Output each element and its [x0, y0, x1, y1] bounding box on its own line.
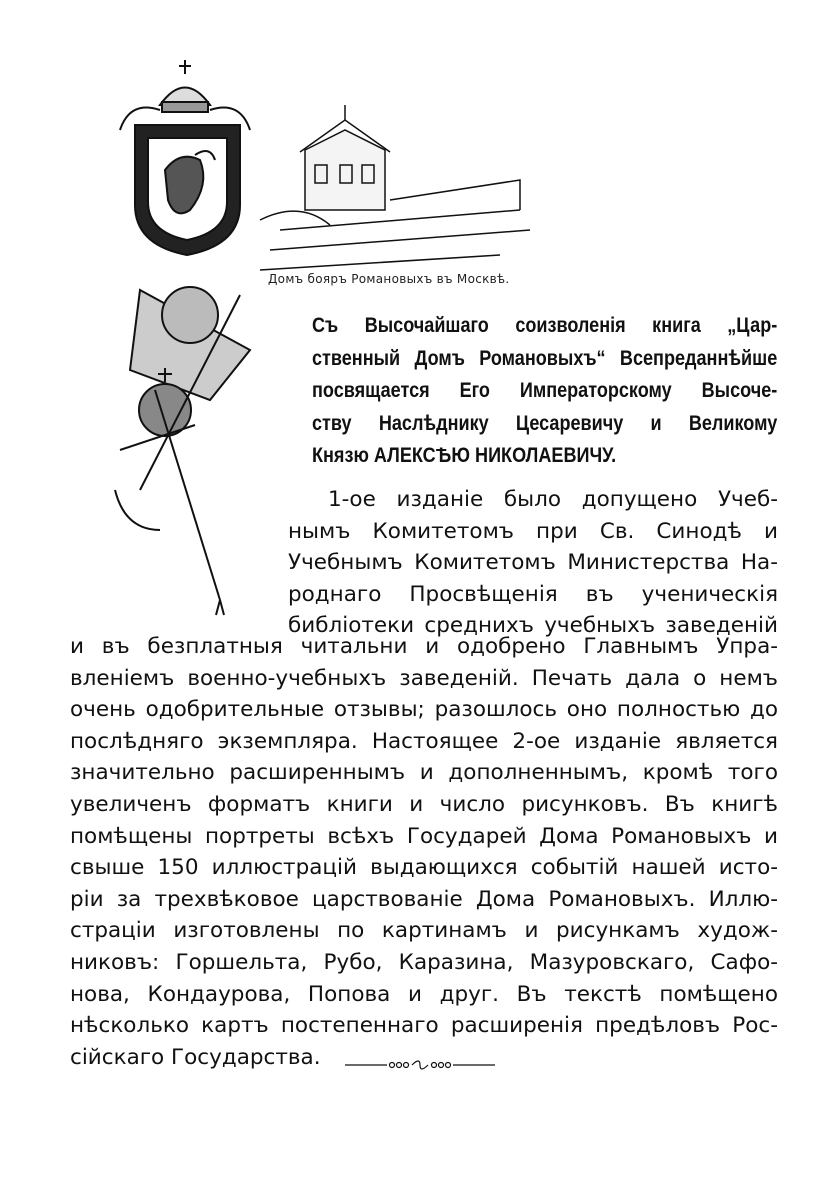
- dedication-line: Съ Высочайшаго соизволенія книга „Цар-: [312, 314, 778, 337]
- body-line: страціи изготовлены по картинамъ и рисункамъ худож-: [70, 918, 778, 944]
- body-line: сійскаго Государства.: [70, 1044, 321, 1070]
- house-icon: [260, 105, 530, 270]
- dedication-line: ству Наслѣднику Цесаревичу и Великому: [312, 411, 778, 435]
- body-line: вленіемъ военно-учебныхъ заведеній. Печать дала о немъ: [70, 665, 778, 691]
- dedication-line: посвящается Его Императорскому Высоче-: [312, 379, 778, 402]
- body-line: библіотеки среднихъ учебныхъ заведеній: [288, 613, 778, 639]
- body-line: значительно расширеннымъ и дополненнымъ, кромѣ того: [70, 760, 778, 786]
- body-line: роднаго Просвѣщенія въ ученическія: [288, 581, 778, 607]
- body-line: послѣдняго экземпляра. Настоящее 2-ое изданіе является: [70, 728, 778, 754]
- body-line: ріи за трехвѣковое царствованіе Дома Романовыхъ. Иллю-: [70, 886, 778, 912]
- figure-caption: Домъ бояръ Романовыхъ въ Москвѣ.: [268, 272, 510, 286]
- body-paragraph-narrow: [288, 484, 778, 642]
- body-line: помѣщены портреты всѣхъ Государей Дома Романовыхъ и: [70, 823, 778, 849]
- body-line: нымъ Комитетомъ при Св. Синодѣ и: [288, 518, 778, 544]
- body-line: Учебнымъ Комитетомъ Министерства На-: [288, 550, 778, 576]
- body-paragraph-wide: [70, 631, 778, 1073]
- body-line: нова, Кондаурова, Попова и друг. Въ текстѣ помѣщено: [70, 981, 778, 1007]
- body-line: нѣсколько картъ постепеннаго расширенія предѣловъ Рос-: [70, 1013, 778, 1039]
- ornament-divider-icon: [345, 1055, 495, 1075]
- coat-of-arms-icon: [135, 125, 240, 255]
- regalia-icon: [115, 287, 250, 615]
- body-line: 1-ое изданіе было допущено Учеб-: [328, 487, 778, 512]
- dedication-text: [312, 310, 777, 473]
- crown-icon: [120, 60, 250, 130]
- body-line: очень одобрительные отзывы; разошлось оно полностью до: [70, 697, 778, 723]
- body-line: увеличенъ форматъ книги и число рисунковъ. Въ книгѣ: [70, 791, 778, 817]
- body-line: никовъ: Горшельта, Рубо, Каразина, Мазуровскаго, Сафо-: [70, 949, 778, 975]
- body-line: свыше 150 иллюстрацій выдающихся событій нашей исто-: [70, 855, 778, 881]
- body-line: и въ безплатныя читальни и одобрено Главнымъ Упра-: [70, 634, 778, 659]
- dedication-line: ственный Домъ Романовыхъ“ Всепреданнѣйше: [312, 346, 778, 370]
- dedication-line: Князю АЛЕКСѢЮ НИКОЛАЕВИЧУ.: [312, 444, 617, 467]
